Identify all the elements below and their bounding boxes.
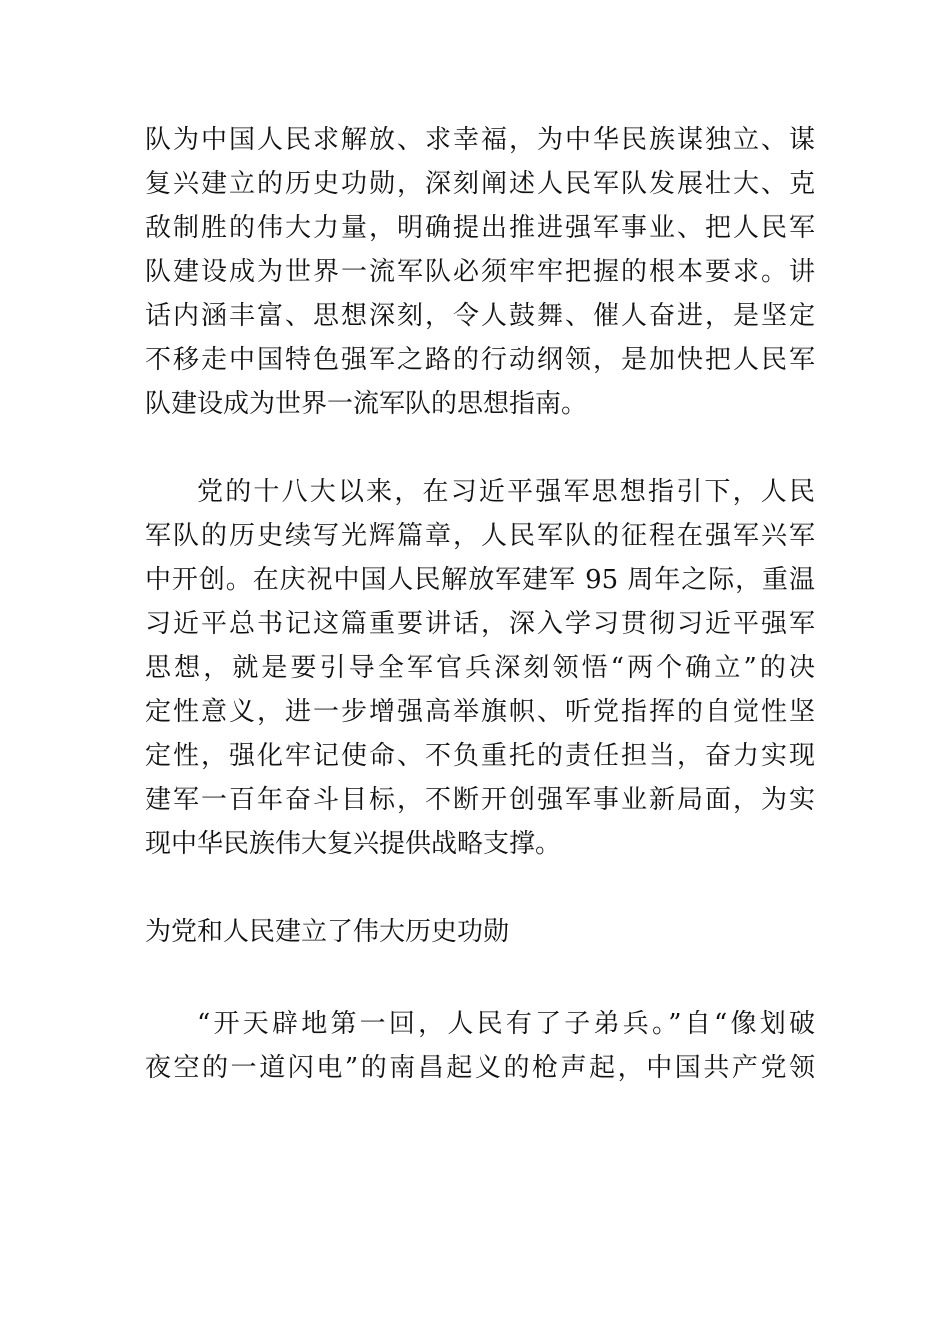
paragraph-line: 军队的历史续写光辉篇章，人民军队的征程在强军兴军 xyxy=(145,521,815,551)
paragraph-line: 现中华民族伟大复兴提供战略支撑。 xyxy=(145,829,562,859)
paragraph-line: “开天辟地第一回，人民有了子弟兵。”自“像划破 xyxy=(197,1009,815,1039)
paragraph-line: 话内涵丰富、思想深刻，令人鼓舞、催人奋进，是坚定 xyxy=(145,301,815,331)
paragraph-line: 建军一百年奋斗目标，不断开创强军事业新局面，为实 xyxy=(145,785,815,815)
paragraph-line: 习近平总书记这篇重要讲话，深入学习贯彻习近平强军 xyxy=(145,609,815,639)
section-heading: 为党和人民建立了伟大历史功勋 xyxy=(145,917,510,947)
paragraph-line: 复兴建立的历史功勋，深刻阐述人民军队发展壮大、克 xyxy=(145,169,815,199)
paragraph-line: 队为中国人民求解放、求幸福，为中华民族谋独立、谋 xyxy=(145,125,815,155)
paragraph-line: 思想，就是要引导全军官兵深刻领悟“两个确立”的决 xyxy=(145,653,815,683)
paragraph-line: 队建设成为世界一流军队必须牢牢把握的根本要求。讲 xyxy=(145,257,815,287)
paragraph-line: 定性，强化牢记使命、不负重托的责任担当，奋力实现 xyxy=(145,741,815,771)
paragraph-line: 党的十八大以来，在习近平强军思想指引下，人民 xyxy=(197,477,815,507)
paragraph-line: 中开创。在庆祝中国人民解放军建军 95 周年之际，重温 xyxy=(145,565,815,595)
paragraph-line: 定性意义，进一步增强高举旗帜、听党指挥的自觉性坚 xyxy=(145,697,815,727)
paragraph-line: 不移走中国特色强军之路的行动纲领，是加快把人民军 xyxy=(145,345,815,375)
paragraph-line: 敌制胜的伟大力量，明确提出推进强军事业、把人民军 xyxy=(145,213,815,243)
paragraph-line: 队建设成为世界一流军队的思想指南。 xyxy=(145,389,588,419)
paragraph-line: 夜空的一道闪电”的南昌起义的枪声起，中国共产党领 xyxy=(145,1053,815,1083)
